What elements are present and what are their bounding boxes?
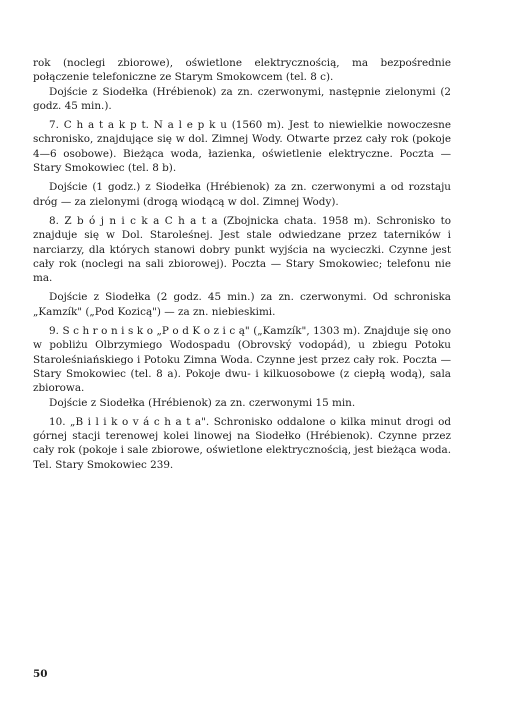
paragraph-8: Dojście z Siodełka (Hrébienok) za zn. czerwonymi 15 min.: [49, 396, 356, 409]
paragraph-5: 8. Z b ó j n i c k a C h a t a (Zbojnicka chata. 1958 m). Schronisko to znajduje się w Dol. Staroleśnej. Jest stale odwiedzane przez taterników i narciarzy, dla których stanowi dobry punkt wyjścia na wycieczki. Czynne jest cały rok (noclegi na sali zbiorowej). Poczta — Stary Smokowiec; telefonu nie ma.: [33, 214, 451, 285]
paragraph-2: Dojście z Siodełka (Hrébienok) za zn. czerwonymi, następnie zielonymi (2 godz. 45 min.).: [33, 85, 451, 112]
page-number: 50: [33, 668, 48, 680]
page-text: [33, 56, 451, 472]
paragraph-6: Dojście z Siodełka (2 godz. 45 min.) za zn. czerwonymi. Od schroniska „Kamzík" („Pod Kozicą") — za zn. niebieskimi.: [33, 291, 451, 318]
paragraph-7: 9. S c h r o n i s k o „P o d K o z i c ą" („Kamzík", 1303 m). Znajduje się ono w pobliżu Olbrzymiego Wodospadu (Obrovský vodopád), u zbiegu Potoku Staroleśniańskiego i Potoku Zimna Woda. Czynne jest przez cały rok. Poczta — Stary Smokowiec (tel. 8 a). Pokoje dwu- i kilkuosobowe (z ciepłą wodą), sala zbiorowa.: [33, 325, 451, 395]
paragraph-4: Dojście (1 godz.) z Siodełka (Hrébienok) za zn. czerwonymi a od rozstaju dróg — za zielonymi (drogą wiodącą w dol. Zimnej Wody).: [33, 181, 451, 208]
paragraph-9: 10. „B i l i k o v á c h a t a". Schronisko oddalone o kilka minut drogi od górnej stacji terenowej kolei linowej na Siodełko (Hrébienok). Czynne przez cały rok (pokoje i sale zbiorowe, oświetlone elektrycznością, jest bieżąca woda. Tel. Stary Smokowiec 239.: [33, 415, 451, 471]
paragraph-3: 7. C h a t a k p t. N a l e p k u (1560 m). Jest to niewielkie nowoczesne schronisko, znajdujące się w dol. Zimnej Wody. Otwarte przez cały rok (pokoje 4—6 osobowe). Bieżąca woda, łazienka, oświetlenie elektryczne. Poczta — Stary Smokowiec (tel. 8 b).: [33, 119, 451, 175]
paragraph-1: rok (noclegi zbiorowe), oświetlone elektrycznością, ma bezpośrednie połączenie telefoniczne ze Starym Smokowcem (tel. 8 c).: [33, 57, 451, 84]
